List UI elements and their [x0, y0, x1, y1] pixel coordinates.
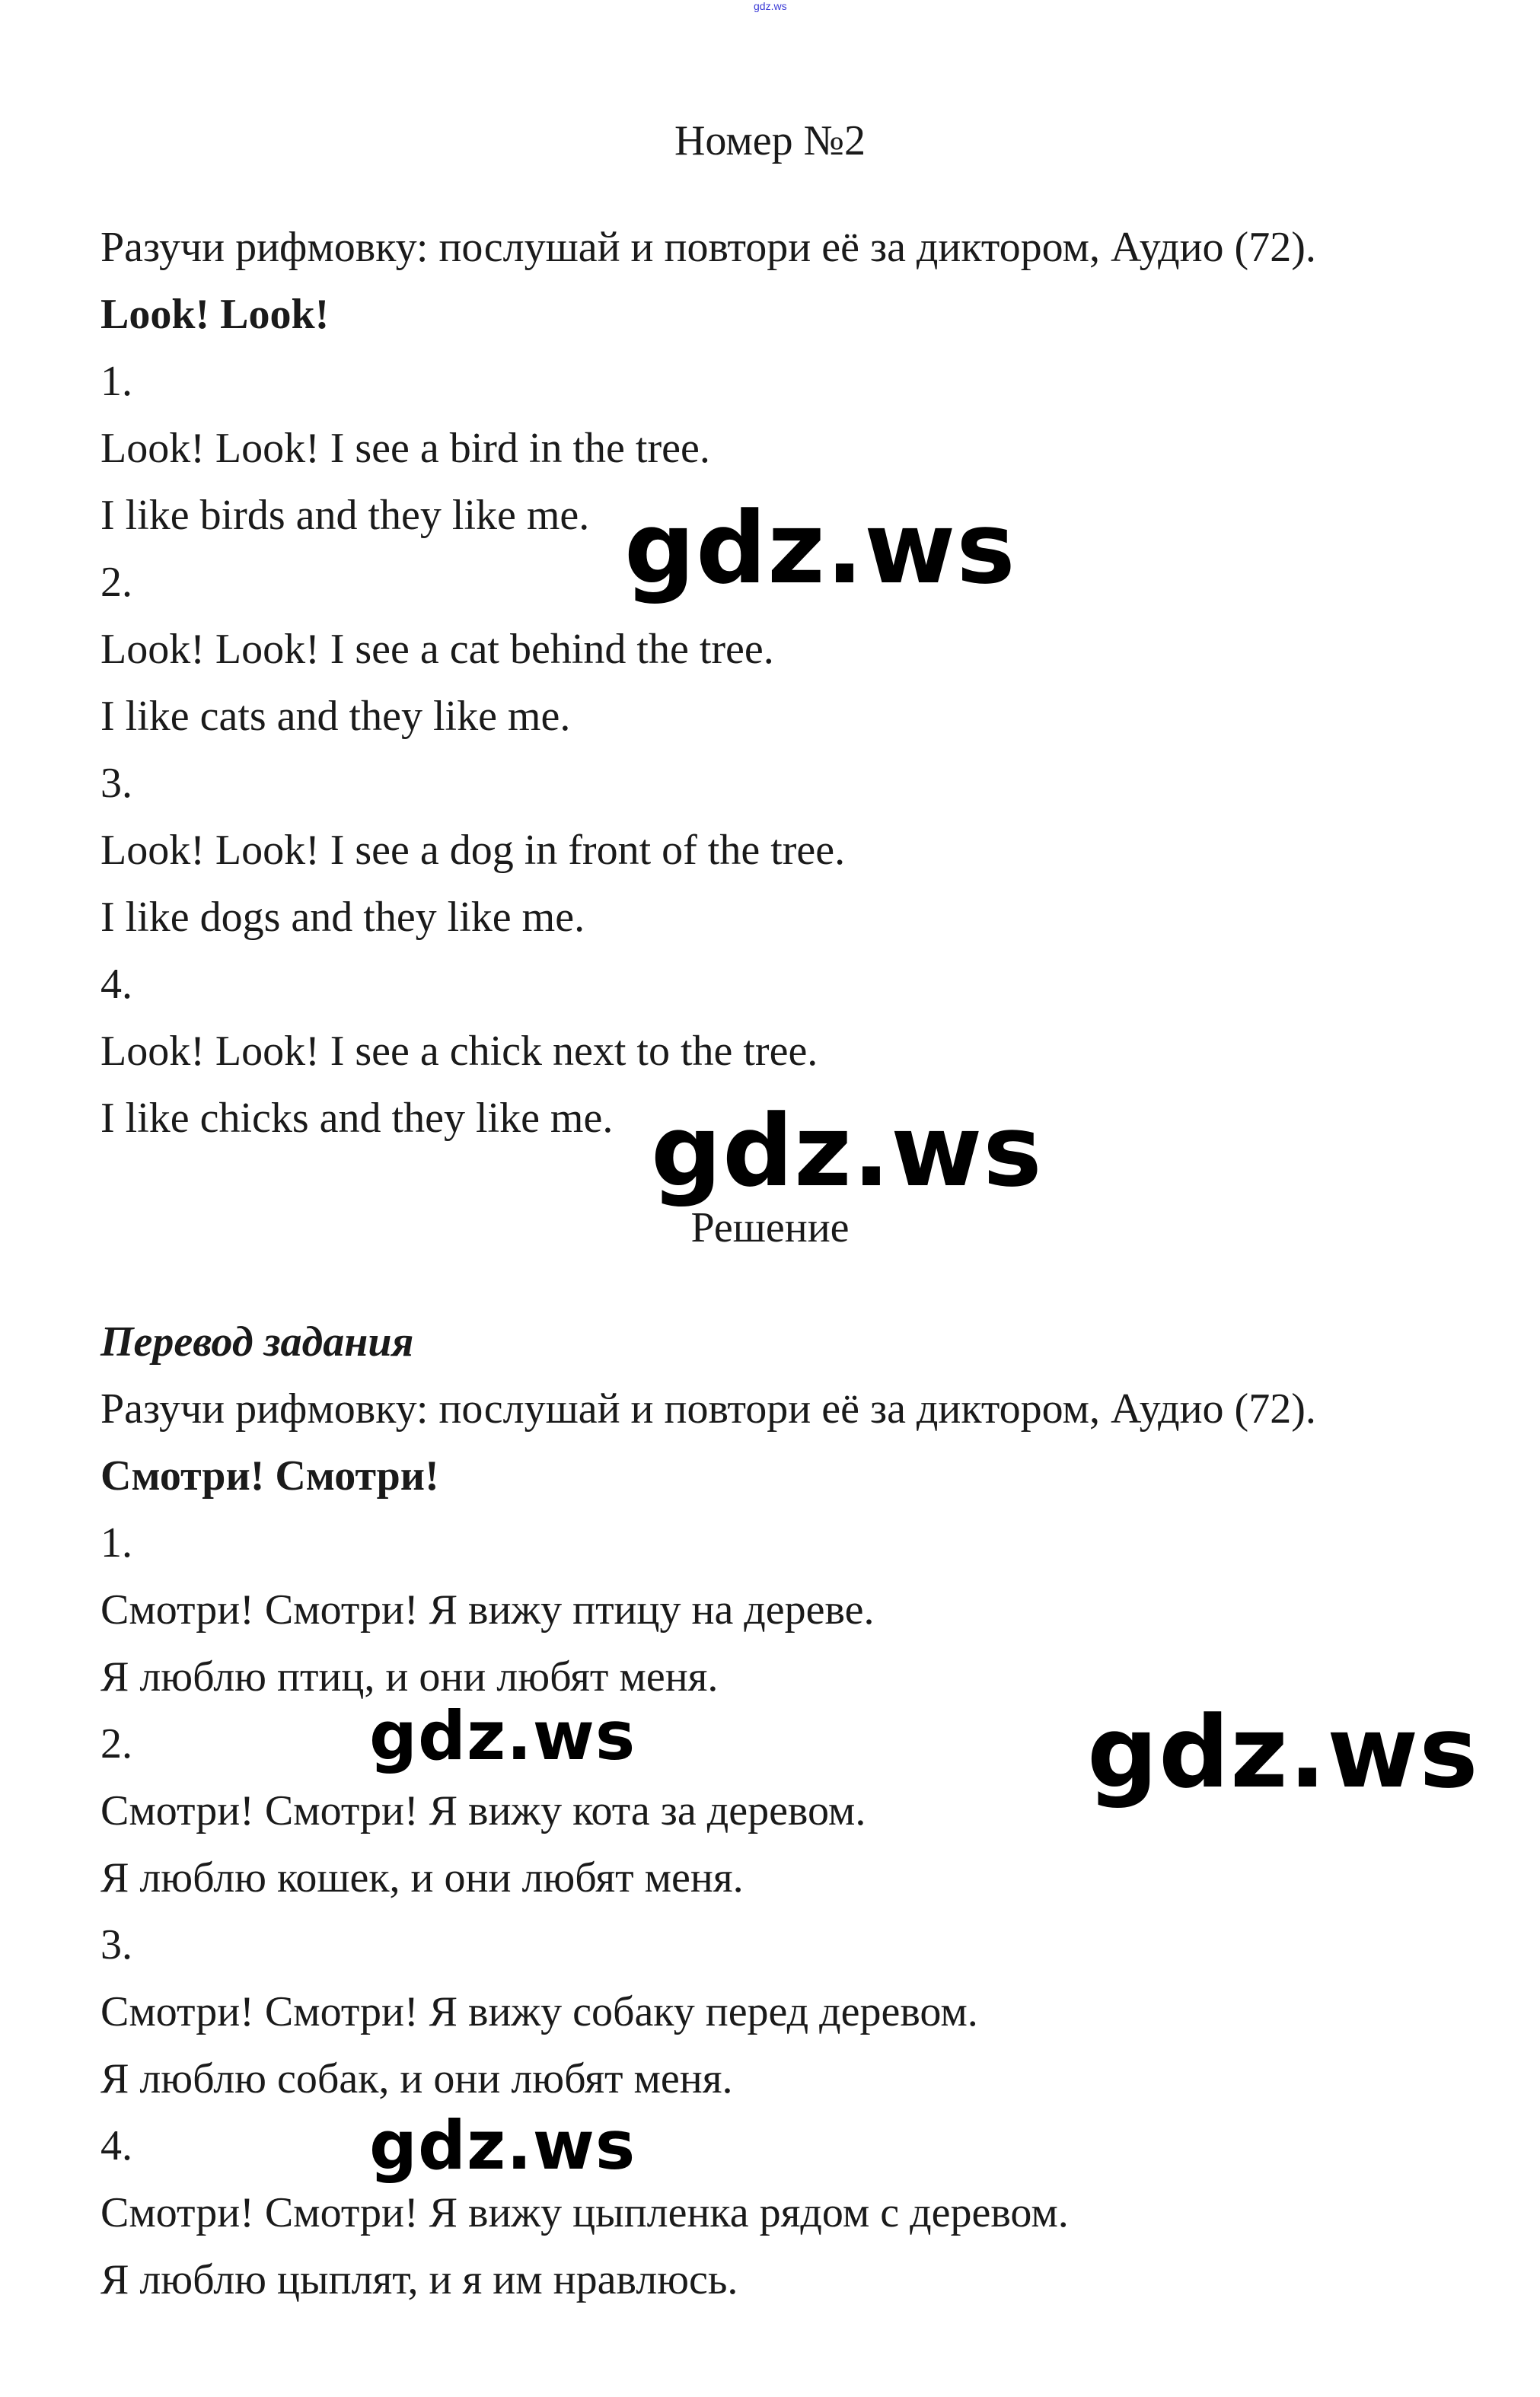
- verse-number: 1.: [100, 358, 132, 405]
- verse-number: 2.: [100, 559, 132, 606]
- verse-line: Look! Look! I see a dog in front of the tree.: [100, 827, 846, 874]
- verse-line: I like cats and they like me.: [100, 693, 571, 740]
- verse-number: 3.: [100, 760, 132, 807]
- verse-line: Смотри! Смотри! Я вижу цыпленка рядом с деревом.: [100, 2189, 1069, 2236]
- verse-line: I like chicks and they like me.: [100, 1095, 614, 1142]
- translation-heading: Перевод задания: [100, 1318, 414, 1366]
- verse-line: Смотри! Смотри! Я вижу собаку перед деревом.: [100, 1988, 978, 2035]
- solution-label: Решение: [690, 1204, 850, 1251]
- verse-number: 1.: [100, 1519, 132, 1567]
- verse-line: I like birds and they like me.: [100, 492, 590, 539]
- verse-number: 3.: [100, 1921, 132, 1968]
- translation-title: Смотри! Смотри!: [100, 1452, 439, 1500]
- verse-line: Я люблю птиц, и они любят меня.: [100, 1653, 719, 1701]
- verse-line: Я люблю цыплят, и я им нравлюсь.: [100, 2256, 738, 2303]
- verse-number: 2.: [100, 1720, 132, 1767]
- verse-line: Смотри! Смотри! Я вижу птицу на дереве.: [100, 1586, 875, 1634]
- verse-line: Look! Look! I see a cat behind the tree.: [100, 626, 774, 673]
- header-watermark: gdz.ws: [754, 0, 787, 12]
- translation-instruction: Разучи рифмовку: послушай и повтори её за диктором, Аудио (72).: [100, 1385, 1316, 1433]
- verse-line: Look! Look! I see a chick next to the tree.: [100, 1028, 818, 1075]
- page-title: Номер №2: [674, 117, 866, 164]
- watermark: gdz.ws: [369, 2106, 636, 2185]
- rhyme-heading: Look! Look!: [100, 291, 330, 338]
- verse-line: Look! Look! I see a bird in the tree.: [100, 425, 710, 472]
- watermark: gdz.ws: [624, 490, 1016, 606]
- watermark: gdz.ws: [369, 1697, 636, 1775]
- verse-line: Смотри! Смотри! Я вижу кота за деревом.: [100, 1787, 866, 1834]
- verse-line: Я люблю кошек, и они любят меня.: [100, 1854, 744, 1901]
- verse-number: 4.: [100, 2122, 132, 2169]
- verse-line: I like dogs and they like me.: [100, 894, 585, 941]
- watermark: gdz.ws: [1087, 1694, 1479, 1810]
- task-instruction: Разучи рифмовку: послушай и повтори её за диктором, Аудио (72).: [100, 224, 1316, 271]
- watermark: gdz.ws: [651, 1093, 1043, 1209]
- verse-line: Я люблю собак, и они любят меня.: [100, 2055, 733, 2102]
- verse-number: 4.: [100, 961, 132, 1008]
